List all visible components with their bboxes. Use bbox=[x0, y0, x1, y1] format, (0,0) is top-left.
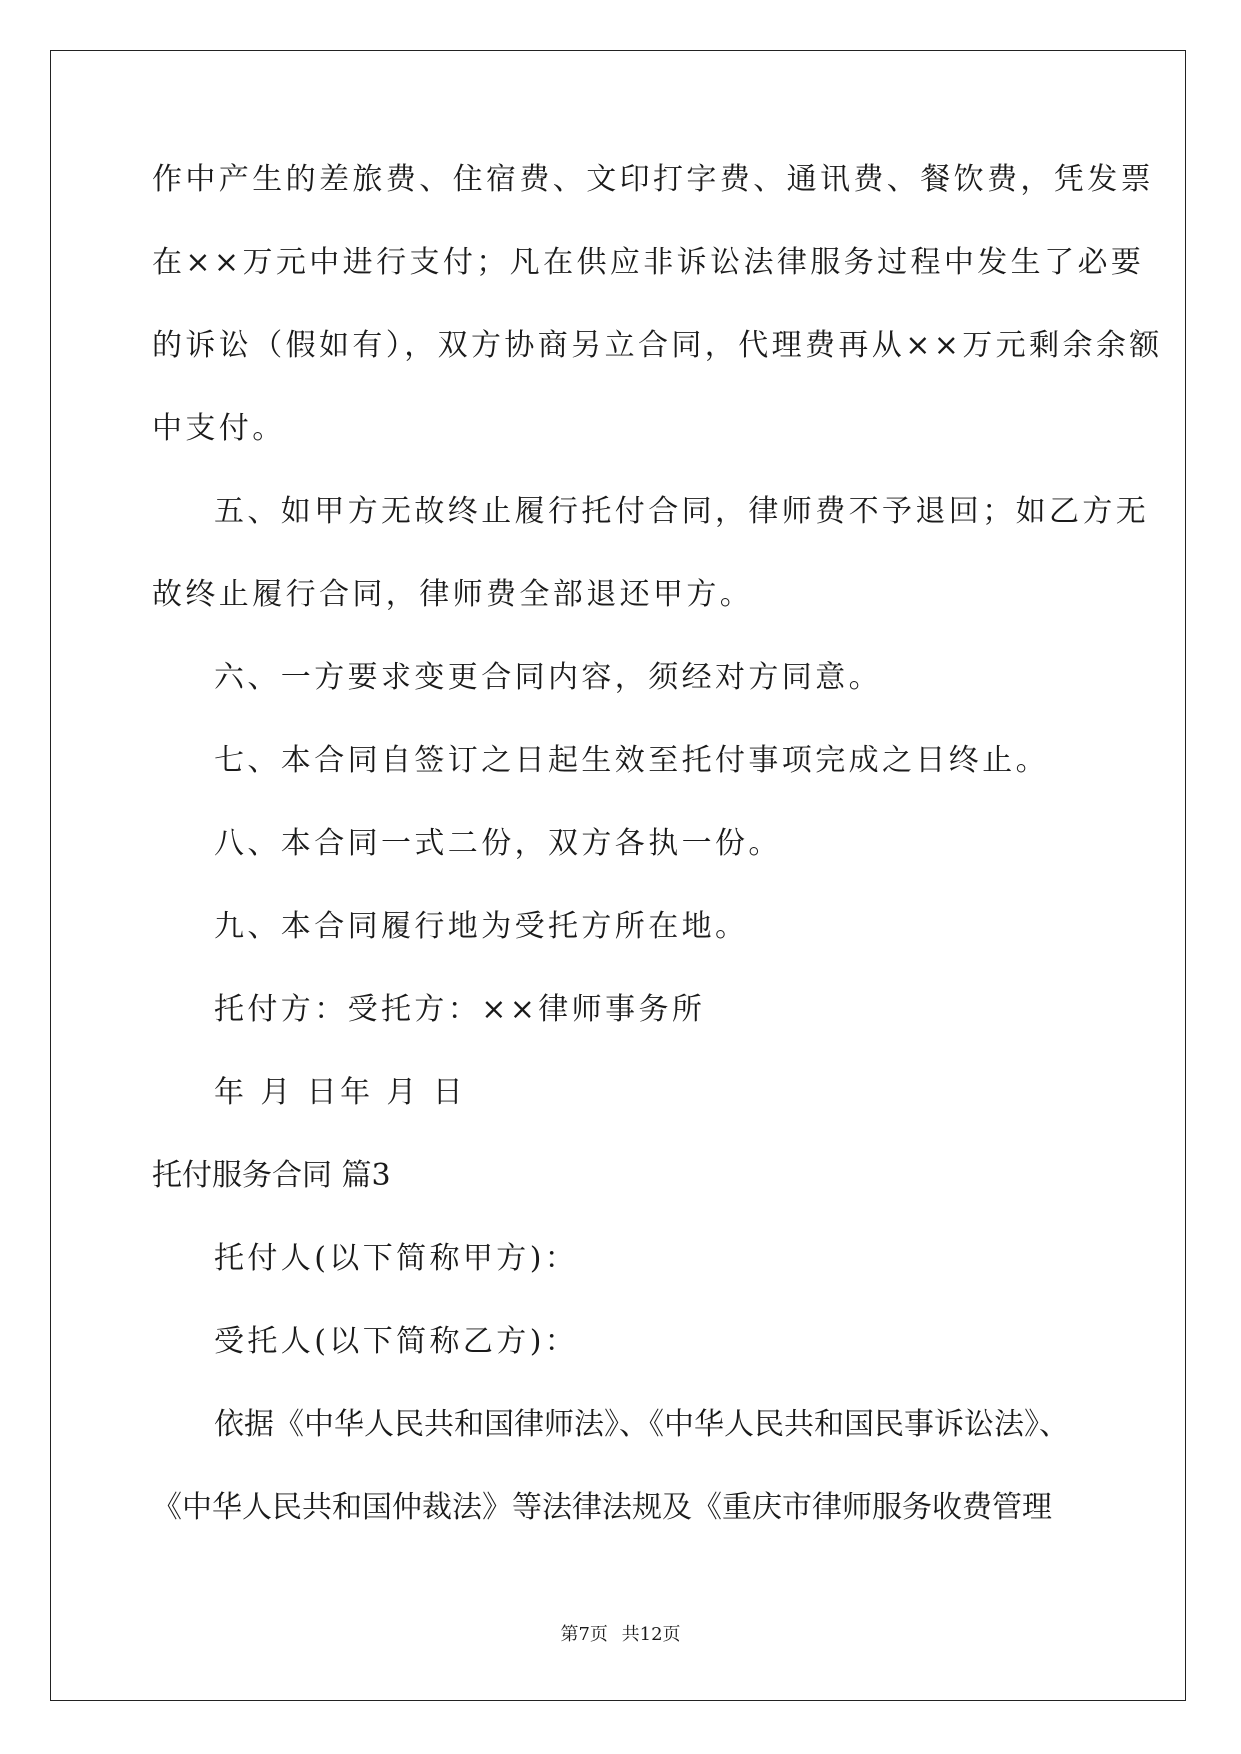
body-line: 的诉讼（假如有），双方协商另立合同，代理费再从××万元剩余余额 bbox=[152, 328, 1163, 363]
body-line: 故终止履行合同，律师费全部退还甲方。 bbox=[152, 577, 754, 612]
body-line: 受托人(以下简称乙方)： bbox=[214, 1324, 579, 1359]
page-number: 第7页 bbox=[560, 1624, 608, 1645]
page-total: 共12页 bbox=[621, 1624, 681, 1645]
body-line: 在××万元中进行支付；凡在供应非诉讼法律服务过程中发生了必要 bbox=[152, 245, 1145, 280]
body-line: 五、如甲方无故终止履行托付合同，律师费不予退回；如乙方无 bbox=[214, 494, 1150, 529]
body-line: 依据《中华人民共和国律师法》、《中华人民共和国民事诉讼法》、 bbox=[214, 1407, 1069, 1442]
body-line: 《中华人民共和国仲裁法》等法律法规及《重庆市律师服务收费管理 bbox=[152, 1490, 1052, 1525]
document-body bbox=[152, 162, 1163, 1573]
body-line: 作中产生的差旅费、住宿费、文印打字费、通讯费、餐饮费，凭发票 bbox=[152, 162, 1154, 197]
section-heading: 托付服务合同 篇3 bbox=[152, 1158, 391, 1193]
body-line: 中支付。 bbox=[152, 411, 286, 446]
body-line: 九、本合同履行地为受托方所在地。 bbox=[214, 909, 749, 944]
page-footer bbox=[0, 1624, 1241, 1646]
body-line: 年 月 日年 月 日 bbox=[214, 1075, 467, 1110]
body-line: 七、本合同自签订之日起生效至托付事项完成之日终止。 bbox=[214, 743, 1049, 778]
body-line: 托付方：受托方：××律师事务所 bbox=[214, 992, 706, 1027]
body-line: 托付人(以下简称甲方)： bbox=[214, 1241, 579, 1276]
body-line: 八、本合同一式二份，双方各执一份。 bbox=[214, 826, 782, 861]
body-line: 六、一方要求变更合同内容，须经对方同意。 bbox=[214, 660, 882, 695]
